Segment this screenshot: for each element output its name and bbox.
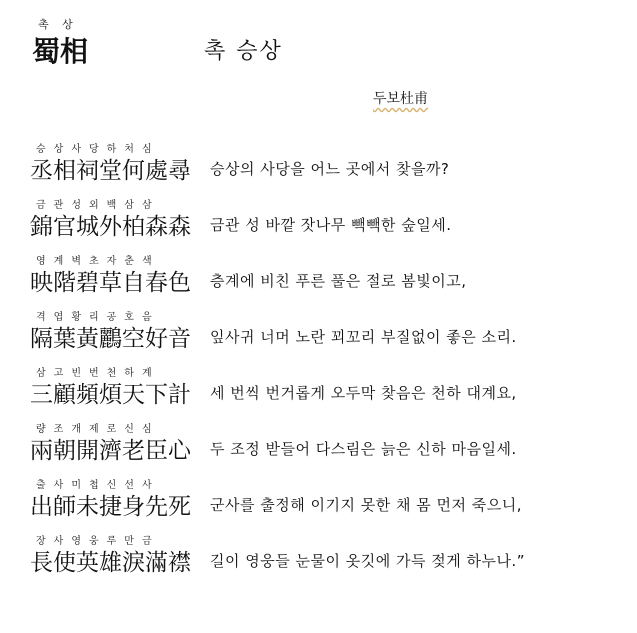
verse-hanja: 出師未捷身先死	[30, 494, 191, 520]
verse-hanja: 三顧頻煩天下計	[30, 382, 191, 408]
verse-8	[30, 532, 630, 588]
verse-translation: 승상의 사당을 어느 곳에서 찾을까?	[210, 160, 450, 178]
verse-1	[30, 140, 630, 196]
verse-hanja: 兩朝開濟老臣心	[30, 438, 191, 464]
verse-6	[30, 420, 630, 476]
verse-3	[30, 252, 630, 308]
verse-hanja: 長使英雄淚滿襟	[30, 550, 191, 576]
verse-4	[30, 308, 630, 364]
verse-5	[30, 364, 630, 420]
title-hanja: 蜀相	[32, 35, 89, 68]
verse-translation: 잎사귀 너머 노란 꾀꼬리 부질없이 좋은 소리.	[210, 328, 517, 346]
verse-translation: 두 조정 받들어 다스림은 늙은 신하 마음일세.	[210, 440, 517, 458]
verse-hanja: 隔葉黃鸝空好音	[30, 326, 191, 352]
verse-ruby: 장사영웅루만금	[36, 536, 160, 547]
verse-translation: 층계에 비친 푸른 풀은 절로 봄빛이고,	[210, 272, 467, 290]
verse-7	[30, 476, 630, 532]
verse-ruby: 출사미첩신선사	[36, 480, 160, 491]
verse-translation: 길이 영웅들 눈물이 옷깃에 가득 젖게 하누나.”	[210, 552, 525, 570]
verse-ruby: 금관성외백삼삼	[36, 200, 160, 211]
verse-translation: 금관 성 바깥 잣나무 빽빽한 숲일세.	[210, 216, 452, 234]
verse-ruby: 삼고빈번천하계	[36, 368, 160, 379]
title-ruby: 촉 상	[38, 18, 78, 31]
author: 두보杜甫	[373, 91, 429, 107]
verse-ruby: 격엽황리공호음	[36, 312, 160, 323]
verse-hanja: 錦官城外柏森森	[30, 214, 191, 240]
verse-translation: 세 번씩 번거롭게 오두막 찾음은 천하 대계요,	[210, 384, 517, 402]
verse-hanja: 丞相祠堂何處尋	[30, 158, 191, 184]
verse-ruby: 영계벽초자춘색	[36, 256, 160, 267]
verse-translation: 군사를 출정해 이기지 못한 채 몸 먼저 죽으니,	[210, 496, 522, 514]
title-korean: 촉 승상	[204, 39, 283, 64]
verse-ruby: 승상사당하처심	[36, 144, 160, 155]
verse-hanja: 映階碧草自春色	[30, 270, 191, 296]
verse-2	[30, 196, 630, 252]
verse-ruby: 량조개제로신심	[36, 424, 160, 435]
